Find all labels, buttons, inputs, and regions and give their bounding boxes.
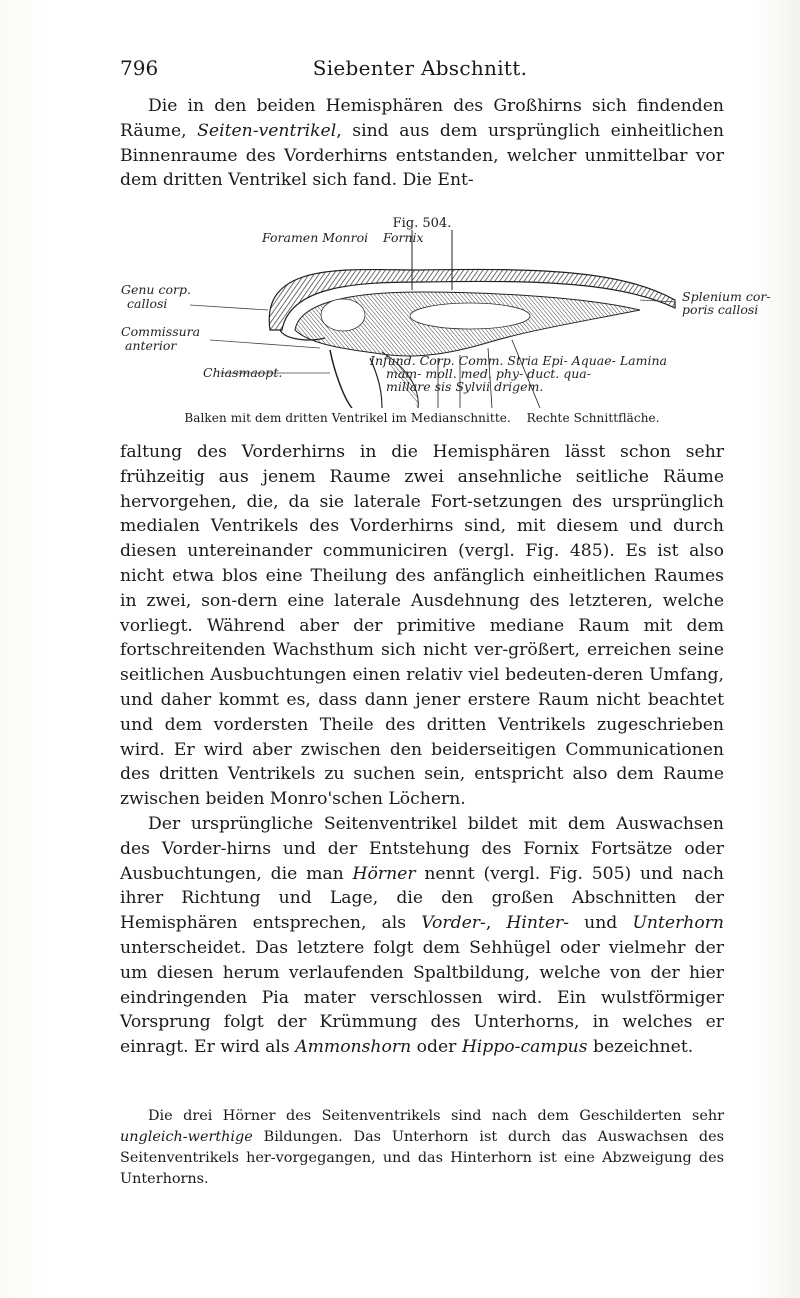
caption-left: Balken mit dem dritten Ventrikel im Medianschnitte. (184, 411, 511, 425)
body-paragraph-1: faltung des Vorderhirns in die Hemisphären lässt schon sehr frühzeitig aus jenem Raume zwei ansehnliche seitliche Räume hervorgehen, die, da sie laterale Fort-setzungen des ursprünglich medialen Ventrikels des Vorderhirns sind, mit diesem und durch diesen untereinander communiciren (vergl. Fig. 485). Es ist also nicht etwa blos eine Theilung des anfänglich einheitlichen Raumes in zwei, son-dern eine laterale Ausdehnung des letzteren, welche vorliegt. Während aber der primitive mediane Raum mit dem fortschreitenden Wachsthum sich nicht ver-größert, erreichen seine seitlichen Ausbuchtungen einen relativ viel bedeuten-deren Umfang, und daher kommt es, dass dann jener erstere Raum nicht beachtet und dem vordersten Theile des dritten Ventrikels zugeschrieben wird. Er wird aber zwischen den beiderseitigen Communicationen des dritten Ventrikels zu suchen sein, entspricht also dem Raume zwischen beiden Monro'schen Löchern. (120, 442, 724, 810)
figure-number: Fig. 504. (392, 216, 452, 231)
intro-paragraph: Die in den beiden Hemisphären des Großhirns sich findenden Räume, Seiten-ventrikel, sind aus dem ursprünglich einheitlichen Binnenraume des Vorderhirns entstanden, welcher unmittelbar vor dem dritten Ventrikel sich fand. Die Ent- (120, 96, 724, 191)
label-splenium-1: Splenium cor- (682, 289, 771, 304)
label-genu-corp: Genu corp. (121, 282, 191, 297)
term-hinter: Hinter- (506, 913, 570, 934)
term-ungleichwerthige: ungleich-werthige (120, 1129, 253, 1145)
label-anterior: anterior (125, 338, 177, 353)
figure-caption (120, 411, 724, 425)
running-title: Siebenter Abschnitt. (312, 56, 528, 80)
label-bottom-row3: millare sis Sylvii drigem. (386, 379, 544, 394)
page-header (120, 56, 720, 90)
term-seitenventrikel: Seiten-ventrikel (197, 120, 337, 141)
note-paragraph: Die drei Hörner des Seitenventrikels sind nach dem Geschilderten sehr ungleich-werthige Bildungen. Das Unterhorn ist durch das Auswachsen des Seitenventrikels her-vorgegangen, und das Hinterhorn ist eine Abzweigung des Unterhorns. (120, 1108, 724, 1187)
label-callosi: callosi (127, 296, 168, 311)
label-fornix: Fornix (383, 230, 424, 245)
label-bottom-row1: Infund. Corp. Comm. Stria Epi- Aquae- Lamina (370, 353, 667, 368)
term-ammonshorn: Ammonshorn (295, 1037, 412, 1058)
body-paragraph-2: Der ursprüngliche Seitenventrikel bildet mit dem Auswachsen des Vorder-hirns und der Entstehung des Fornix Fortsätze oder Ausbuchtungen, die man Hörner nennt (vergl. Fig. 505) und nach ihrer Richtung und Lage, die den großen Abschnitten der Hemisphären entsprechen, als Vorder-, Hinter- und Unterhorn unterscheidet. Das letztere folgt dem Sehhügel oder vielmehr der um diesen herum verlaufenden Spaltbildung, welche von der hier eindringenden Pia mater verschlossen wird. Ein wulstförmiger Vorsprung folgt der Krümmung des Unterhorns, in welches er einragt. Er wird als Ammonshorn oder Hippo-campus bezeichnet. (120, 814, 724, 1058)
label-commissura: Commissura (121, 324, 201, 339)
caption-right: Rechte Schnittfläche. (526, 411, 660, 425)
label-foramen-monroi: Foramen Monroi (262, 230, 369, 245)
label-bottom-row2: mam- moll. med. phy- duct. qua- (386, 366, 591, 381)
label-chiasmaopt: Chiasmaopt. (203, 365, 283, 380)
label-splenium-2: poris callosi (682, 302, 759, 317)
term-hippocampus: Hippo-campus (461, 1037, 588, 1058)
term-vorder: Vorder- (421, 913, 486, 934)
term-hoerner: Hörner (352, 863, 416, 884)
page-number: 796 (120, 56, 159, 80)
term-unterhorn: Unterhorn (632, 913, 724, 934)
